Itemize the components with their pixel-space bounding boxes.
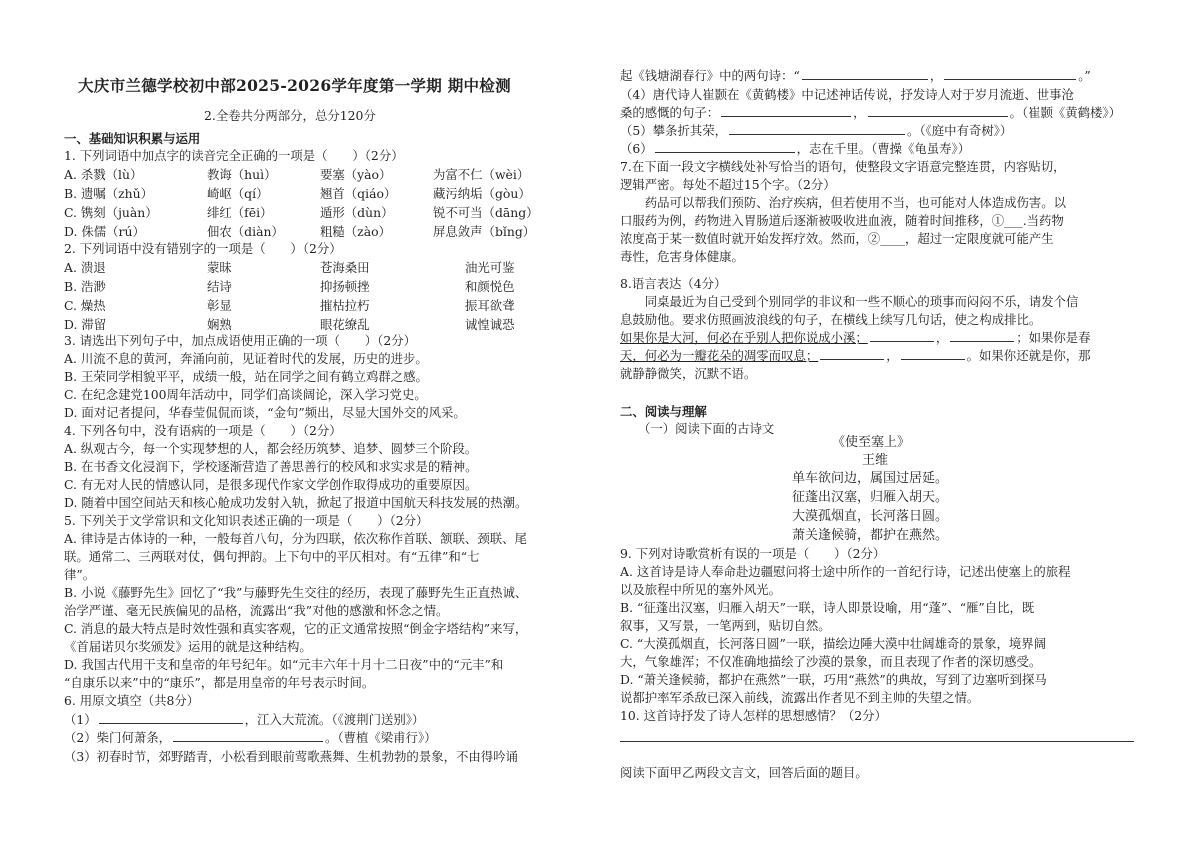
- q6c-l1-b: ，: [929, 68, 943, 83]
- q6-l2-prefix: （2）柴门何萧条，: [64, 730, 172, 745]
- poem-line-3: 大漠孤烟直，长河落日圆。: [792, 509, 949, 524]
- q3-opt-a: A. 川流不息的黄河，奔涌向前，见证着时代的发展，历史的进步。: [64, 351, 428, 366]
- q2-c-2: 彰显: [207, 298, 232, 313]
- q2-a-2: 蒙昧: [207, 260, 232, 275]
- q4-opt-b: B. 在书香文化浸润下，学校逐渐营造了善思善行的校风和求实求是的精神。: [64, 459, 478, 474]
- q9-line-9: 说都护率军杀敌已深入前线，流露出作者见不到主帅的失望之情。: [620, 690, 980, 705]
- poem-title: 《使至塞上》: [832, 435, 911, 450]
- q1-a-2: 教诲（huì）: [207, 167, 277, 182]
- q2-a-1: A. 溃退: [64, 260, 106, 275]
- q4-opt-d: D. 随着中国空间站天和核心舱成功发射入轨，掀起了报道中国航天科技发展的热潮。: [64, 495, 528, 510]
- poem-author: 王维: [862, 453, 889, 468]
- q6c-l3-a: 桑的感慨的句子：: [620, 105, 720, 120]
- q2-c-4: 振耳欲聋: [465, 298, 515, 313]
- q6-line-1: [64, 711, 424, 728]
- q8-wavy-sentence-2: 天，何必为一瓣花朵的凋零而叹息；: [620, 348, 819, 363]
- q3-stem: 3. 请选出下列句子中，加点成语使用正确的一项（ ）（2分）: [64, 333, 416, 348]
- q6c-blank-6[interactable]: [655, 140, 795, 153]
- q2-d-2: 娴熟: [207, 317, 232, 332]
- q6c-l5-b: ，志在千里。（曹操《龟虽寿》）: [796, 141, 971, 156]
- poem-line-4: 萧关逢候骑，都护在燕然。: [792, 528, 949, 543]
- q3-opt-d: D. 面对记者提问，华春莹侃侃而谈，“金句”频出，尽显大国外交的风采。: [64, 405, 466, 420]
- q6-stem: 6. 用原文填空（共8分）: [64, 693, 200, 708]
- q6-cont-line-5: [620, 140, 970, 157]
- q6-blank-2[interactable]: [173, 729, 323, 742]
- q2-b-2: 结诗: [207, 279, 232, 294]
- q7-line-5: 浓度高于某一数值时就开始发挥疗效。然而，②____，超过一定限度就可能产生: [620, 231, 1054, 246]
- q2-c-3: 摧枯拉朽: [320, 298, 370, 313]
- q8-l4-c: ；如果你是春: [1016, 330, 1091, 345]
- q6-line-3: （3）初春时节，郊野踏青，小松看到眼前莺歌燕舞、生机勃勃的景象，不由得吟诵: [64, 749, 518, 764]
- q2-a-4: 油光可鉴: [465, 260, 515, 275]
- section-heading-part1: 一、基础知识积累与运用: [64, 131, 201, 146]
- q8-blank-3[interactable]: [820, 347, 884, 360]
- q5-line-6: C. 消息的最大特点是时效性强和真实客观，它的正文通常按照“倒金字塔结构”来写，: [64, 621, 528, 636]
- q1-a-3: 要塞（yào）: [320, 167, 392, 182]
- q7-line-6: 毒性，危害身体健康。: [620, 249, 744, 264]
- q2-stem: 2. 下列词语中没有错别字的一项是（ ）（2分）: [64, 241, 342, 256]
- q2-c-1: C. 燥热: [64, 298, 106, 313]
- q1-b-3: 翘首（qiáo）: [320, 186, 397, 201]
- q5-line-9: “自康乐以来”中的“康乐”，都是用皇帝的年号表示时间。: [64, 675, 375, 690]
- q8-blank-1[interactable]: [870, 329, 934, 342]
- q1-b-1: B. 遗嘱（zhǔ）: [64, 186, 154, 201]
- reading-prompt: 阅读下面甲乙两段文言文，回答后面的题目。: [620, 765, 868, 780]
- q9-line-2: A. 这首诗是诗人奉命赴边疆慰问将士途中所作的一首纪行诗，记述出使塞上的旅程: [620, 564, 1071, 579]
- q7-line-4: 口服药为例，药物进入胃肠道后逐渐被吸收进血液，随着时间推移，①___.当药物: [620, 213, 1064, 228]
- q6c-blank-4[interactable]: [868, 104, 1008, 117]
- q1-b-4: 藏污纳垢（gòu）: [433, 186, 531, 201]
- q9-line-7: 大，气象雄浑；不仅准确地描绘了沙漠的景象，而且表现了作者的深切感受。: [620, 654, 1042, 669]
- q5-line-1: A. 律诗是古体诗的一种，一般每首八句，分为四联，依次称作首联、颔联、颈联、尾: [64, 531, 527, 546]
- q8-line-3: 息鼓励他。要求仿照画波浪线的句子，在横线上续写几句话，使之构成排比。: [620, 312, 1042, 327]
- q8-l5-comma: ，: [886, 348, 899, 363]
- q6-blank-1[interactable]: [99, 711, 243, 724]
- q1-c-1: C. 镌刻（juàn）: [64, 205, 158, 220]
- q2-d-3: 眼花缭乱: [320, 317, 370, 332]
- poem-line-2: 征蓬出汉塞，归雁入胡天。: [792, 490, 949, 505]
- q9-line-1: 9. 下列对诗歌赏析有误的一项是（ ）（2分）: [620, 546, 886, 561]
- q2-d-4: 诚惶诚恐: [465, 317, 515, 332]
- q5-line-8: D. 我国古代用干支和皇帝的年号纪年。如“元丰六年十月十二日夜”中的“元丰”和: [64, 657, 504, 672]
- q1-b-2: 崎岖（qí）: [207, 186, 269, 201]
- q2-b-3: 抑扬顿挫: [320, 279, 370, 294]
- q1-d-4: 屏息敛声（bǐng）: [433, 224, 536, 239]
- q6c-l4-a: （5）攀条折其荣，: [620, 123, 728, 138]
- q1-a-4: 为富不仁（wèi）: [433, 167, 530, 182]
- q6c-blank-1[interactable]: [802, 67, 928, 80]
- q3-opt-b: B. 王荣同学相貌平平，成绩一般，站在同学之间有鹤立鸡群之感。: [64, 369, 428, 384]
- q6c-l3-b: ，: [853, 105, 866, 120]
- q6-cont-line-1: [620, 67, 1091, 84]
- q1-d-2: 佃农（diàn）: [207, 224, 284, 239]
- q9-line-3: 以及旅程中所见的塞外风光。: [620, 582, 782, 597]
- q8-l4-comma: ，: [935, 330, 949, 345]
- q6c-l1-c: 。”: [1078, 68, 1091, 83]
- q5-line-7: 《首届诺贝尔奖颁发》运用的就是这种结构。: [64, 639, 312, 654]
- q8-l5-c: 。如果你还就是你，那: [966, 348, 1091, 363]
- q1-c-2: 绯红（fēi）: [207, 205, 273, 220]
- q4-opt-c: C. 有无对人民的情感认同，是很多现代作家文学创作取得成功的重要原因。: [64, 477, 478, 492]
- q8-line-4: [620, 329, 1091, 346]
- q1-stem: 1. 下列词语中加点字的读音完全正确的一项是（ ）（2分）: [64, 148, 404, 163]
- q6c-l4-b: 。（《庭中有奇树》）: [907, 123, 1013, 138]
- q6-cont-line-3: [620, 104, 1121, 121]
- q6-cont-line-4: [620, 122, 1012, 139]
- q9-line-8: D. “萧关逢候骑，都护在燕然”一联，巧用“燕然”的典故，写到了边塞听到探马: [620, 672, 1047, 687]
- q5-line-5: 治学严谨、毫无民族偏见的品格，流露出“我”对他的感激和怀念之情。: [64, 603, 449, 618]
- subsection-heading-1: （一）阅读下面的古诗文: [638, 421, 775, 436]
- q9-line-6: C. “大漠孤烟直，长河落日圆”一联，描绘边陲大漠中壮阔雄奇的景象，境界阔: [620, 636, 1047, 651]
- q6c-blank-3[interactable]: [721, 104, 851, 117]
- q9-line-4: B. “征蓬出汉塞，归雁入胡天”一联，诗人即景设喻，用“蓬”、“雁”自比，既: [620, 600, 1035, 615]
- q1-c-3: 遁形（dùn）: [320, 205, 394, 220]
- q8-wavy-sentence-1: 如果你是大河，何必在乎别人把你说成小溪；: [620, 330, 868, 345]
- q6c-l1-a: 起《钱塘湖春行》中的两句诗：“: [620, 68, 800, 83]
- q8-blank-4[interactable]: [901, 347, 965, 360]
- q8-line-5: [620, 347, 1091, 364]
- q7-line-3: 药品可以帮我们预防、治疗疾病，但若使用不当，也可能对人体造成伤害。以: [620, 195, 1067, 210]
- q1-c-4: 锐不可当（dāng）: [433, 205, 539, 220]
- q3-opt-c: C. 在纪念建党100周年活动中，同学们高谈阔论，深入学习党史。: [64, 387, 427, 402]
- poem-line-1: 单车欲问边，属国过居延。: [792, 471, 949, 486]
- q8-line-6: 就静静微笑，沉默不语。: [620, 366, 757, 381]
- q6c-blank-2[interactable]: [944, 67, 1076, 80]
- q4-opt-a: A. 纵观古今，每一个实现梦想的人，都会经历筑梦、追梦、圆梦三个阶段。: [64, 441, 478, 456]
- q9-line-5: 叙事，又写景，一笔两到，贴切自然。: [620, 618, 831, 633]
- q8-line-2: 同桌最近为自己受到个别同学的非议和一些不顺心的琐事而闷闷不乐，请发个信: [620, 294, 1079, 309]
- exam-title: 大庆市兰德学校初中部2025-2026学年度第一学期 期中检测: [78, 76, 511, 95]
- q2-d-1: D. 滞留: [64, 317, 107, 332]
- q7-line-1: 7.在下面一段文字横线处补写恰当的语句，使整段文字语意完整连贯，内容贴切，: [620, 159, 1066, 174]
- q4-stem: 4. 下列各句中，没有语病的一项是（ ）（2分）: [64, 423, 342, 438]
- q6-l1-suffix: ，江入大荒流。（《渡荆门送别》）: [244, 712, 425, 727]
- exam-note: 2.全卷共分两部分，总分120分: [204, 108, 376, 123]
- q1-a-1: A. 杀戮（lù）: [64, 167, 143, 182]
- q2-a-3: 苍海桑田: [320, 260, 370, 275]
- q6-line-2: [64, 729, 437, 746]
- q10-answer-line[interactable]: [620, 741, 1134, 742]
- q2-b-1: B. 浩渺: [64, 279, 106, 294]
- q6-cont-line-2: （4）唐代诗人崔颢在《黄鹤楼》中记述神话传说，抒发诗人对于岁月流逝、世事沧: [620, 87, 1074, 102]
- q10-stem: 10. 这首诗抒发了诗人怎样的思想感情？（2分）: [620, 708, 887, 723]
- section-heading-part2: 二、阅读与理解: [620, 404, 707, 419]
- q8-blank-2[interactable]: [950, 329, 1014, 342]
- q5-line-2: 联。通常二、三两联对仗，偶句押韵。上下句中的平仄相对。有“五律”和“七: [64, 549, 480, 564]
- q6c-l3-c: 。（崔颢《黄鹤楼》）: [1009, 105, 1122, 120]
- q5-stem: 5. 下列关于文学常识和文化知识表述正确的一项是（ ）（2分）: [64, 513, 429, 528]
- q1-d-1: D. 侏儒（rú）: [64, 224, 145, 239]
- q7-line-2: 逻辑严密。每处不超过15个字。（2分）: [620, 177, 836, 192]
- q6-l1-prefix: （1）: [64, 712, 97, 727]
- q1-d-3: 粗糙（zào）: [320, 224, 391, 239]
- q6c-blank-5[interactable]: [729, 122, 905, 135]
- q6c-l5-a: （6）: [620, 141, 653, 156]
- q6-l2-suffix: 。（曹植《梁甫行》）: [325, 730, 437, 745]
- q5-line-4: B. 小说《藤野先生》回忆了“我”与藤野先生交往的经历，表现了藤野先生正直热诚、: [64, 585, 528, 600]
- q2-b-4: 和颜悦色: [465, 279, 515, 294]
- q8-line-1: 8.语言表达（4分）: [620, 276, 727, 291]
- q5-line-3: 律”。: [64, 567, 96, 582]
